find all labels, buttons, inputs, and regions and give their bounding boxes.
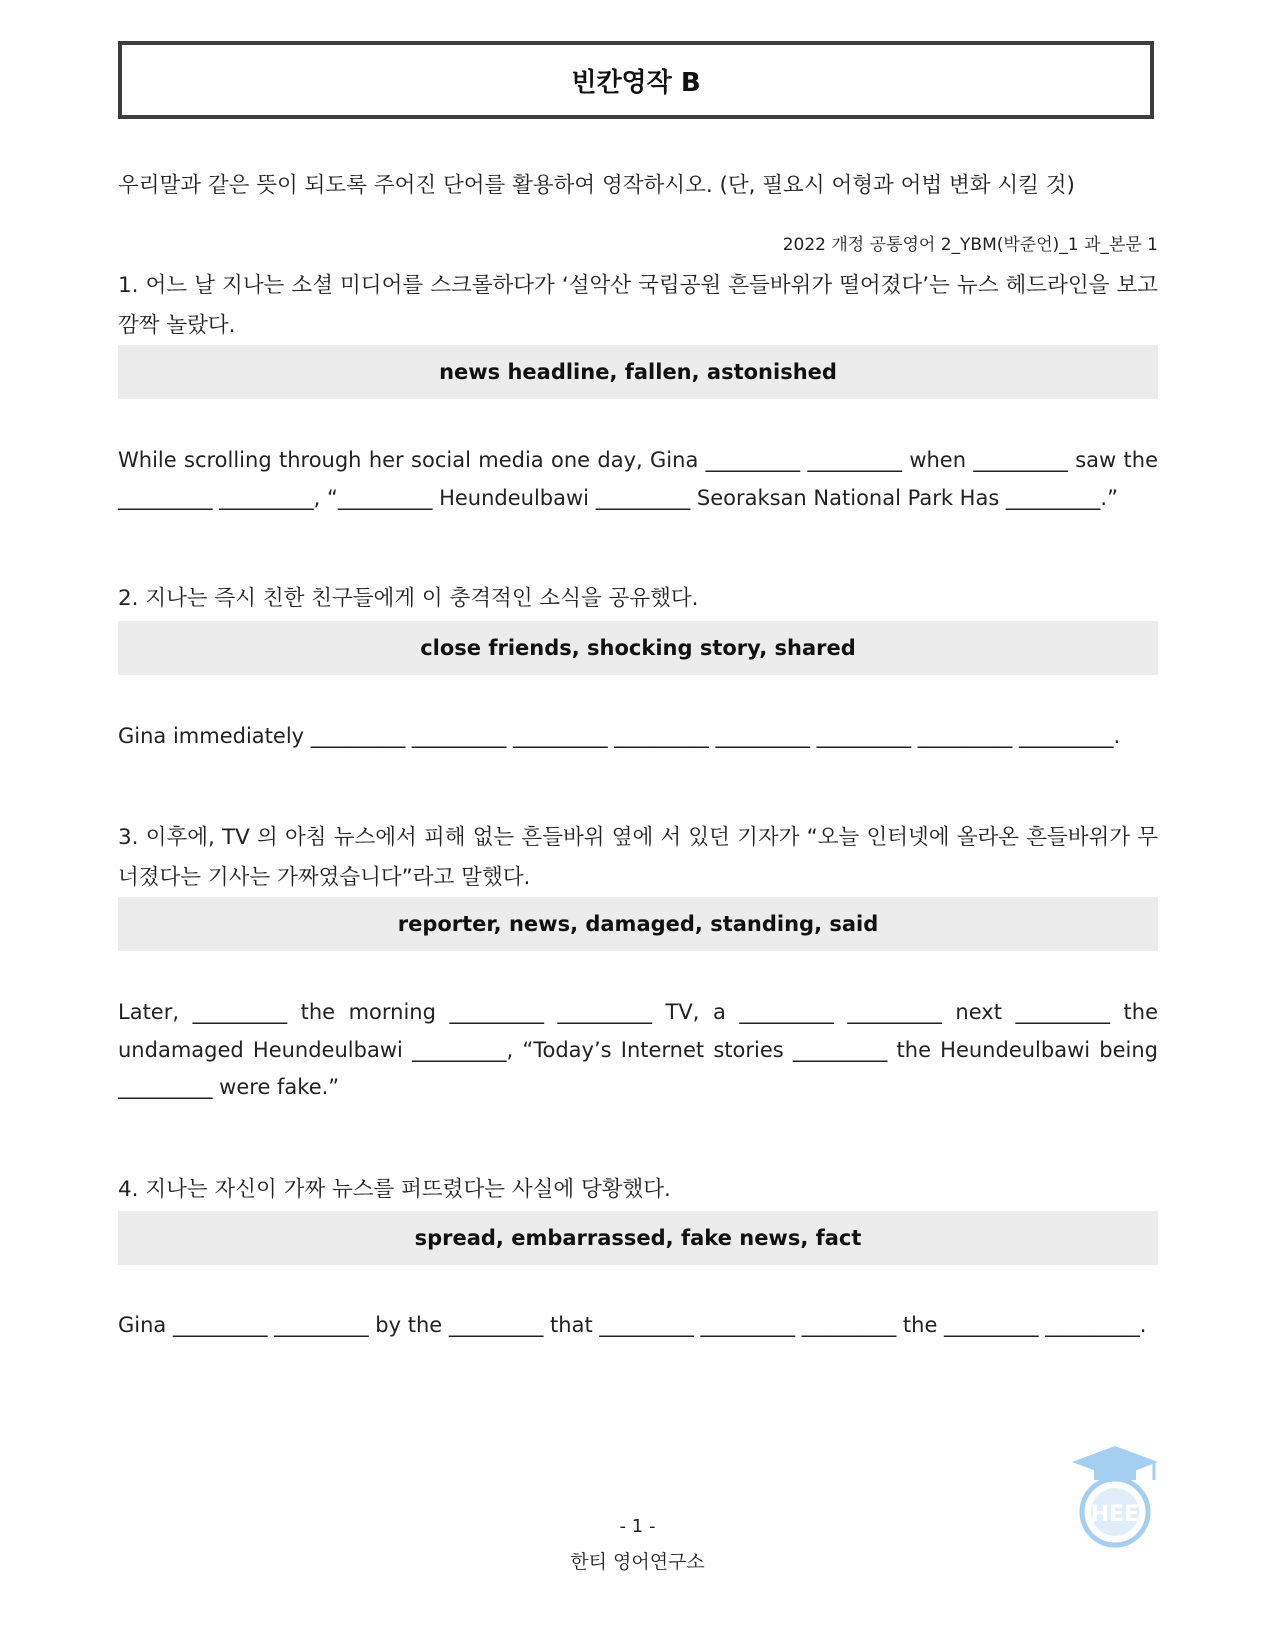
question-1-korean: 1. 어느 날 지나는 소셜 미디어를 스크롤하다가 ‘설악산 국립공원 흔들바위가 떨어졌다’는 뉴스 헤드라인을 보고 깜짝 놀랐다. bbox=[118, 273, 1158, 338]
question-2-answer-line-1: Gina immediately _________ _________ _________ _________ _________ _________ _________ _________. bbox=[118, 724, 1121, 748]
page-number: - 1 - bbox=[619, 1516, 656, 1537]
question-2-keywords bbox=[118, 621, 1158, 675]
question-2-korean: 2. 지나는 즉시 친한 친구들에게 이 충격적인 소식을 공유했다. bbox=[118, 586, 699, 611]
worksheet-title-text: 빈칸영작 B bbox=[571, 67, 701, 98]
question-4-korean: 4. 지나는 자신이 가짜 뉴스를 퍼뜨렸다는 사실에 당황했다. bbox=[118, 1177, 671, 1202]
question-4-answer-line-1: Gina _________ _________ by the _________ that _________ _________ _________ the _________ _________. bbox=[118, 1313, 1147, 1337]
keywords-text: reporter, news, damaged, standing, said bbox=[397, 912, 879, 936]
instruction-text: 우리말과 같은 뜻이 되도록 주어진 단어를 활용하여 영작하시오. (단, 필요시 어형과 어법 변화 시킬 것) bbox=[118, 173, 1075, 198]
question-3-answer-line-3: _________ were fake.” bbox=[118, 1075, 340, 1099]
logo-text: HEE bbox=[1090, 1502, 1140, 1527]
question-1-answer-line-1: While scrolling through her social media one day, Gina _________ _________ when _________ saw the bbox=[118, 448, 1158, 472]
keywords-text: news headline, fallen, astonished bbox=[439, 360, 837, 384]
source-reference: 2022 개정 공통영어 2_YBM(박준언)_1 과_본문 1 bbox=[782, 235, 1158, 255]
question-1-answer-line-2: _________ _________, “_________ Heundeulbawi _________ Seoraksan National Park Has _________.” bbox=[118, 486, 1118, 510]
question-3-keywords bbox=[118, 897, 1158, 951]
worksheet-title bbox=[118, 41, 1154, 119]
footer-organization: 한티 영어연구소 bbox=[570, 1551, 705, 1573]
question-4-keywords bbox=[118, 1211, 1158, 1265]
question-1-keywords bbox=[118, 345, 1158, 399]
keywords-text: spread, embarrassed, fake news, fact bbox=[414, 1226, 862, 1250]
question-3-answer-line-2: undamaged Heundeulbawi _________, “Today’s Internet stories _________ the Heundeulbawi being bbox=[118, 1038, 1158, 1062]
keywords-text: close friends, shocking story, shared bbox=[420, 636, 856, 660]
question-3-answer-line-1: Later, _________ the morning _________ _________ TV, a _________ _________ next _________ the bbox=[118, 1000, 1158, 1024]
question-3-korean: 3. 이후에, TV 의 아침 뉴스에서 피해 없는 흔들바위 옆에 서 있던 기자가 “오늘 인터넷에 올라온 흔들바위가 무너졌다는 기사는 가짜였습니다”라고 말했다. bbox=[118, 825, 1158, 890]
